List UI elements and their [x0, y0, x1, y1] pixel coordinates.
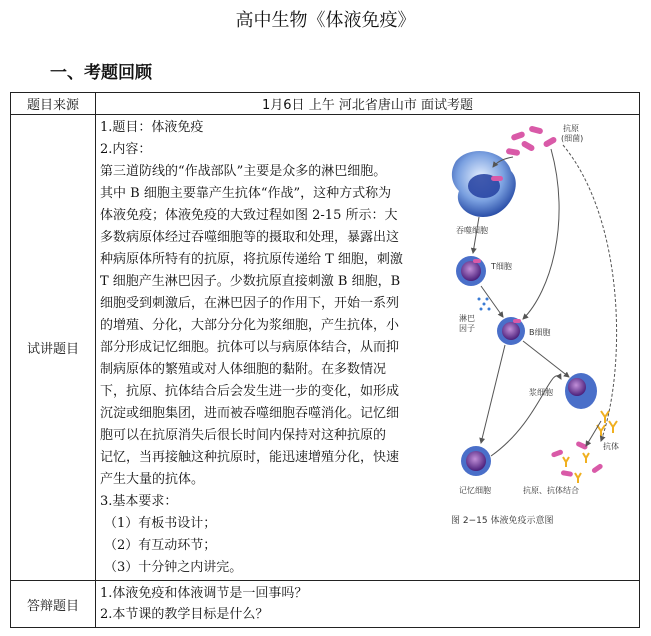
lecture-line: 3.基本要求：: [100, 494, 178, 509]
b-cell-label: B细胞: [529, 328, 551, 337]
lecture-line: （3）十分钟之内讲完。: [104, 560, 243, 575]
lecture-line: 其中 B 细胞主要靠产生抗体“作战”，这种方式称为: [100, 186, 392, 201]
lecture-line: 部分形成记忆细胞。抗体可以与病原体结合，从而抑: [100, 340, 400, 355]
lecture-line: T 细胞产生淋巴因子。少数抗原直接刺激 B 细胞，B: [100, 274, 401, 289]
document-title: 高中生物《体液免疫》: [235, 10, 416, 31]
lecture-content: [96, 115, 640, 581]
antigen-bacteria-icon: [506, 125, 558, 156]
lecture-line: 2.内容：: [100, 142, 152, 157]
b-cell-icon: [497, 317, 525, 345]
lecture-line: 1.题目：体液免疫: [100, 120, 204, 135]
lecture-line: 下，抗原、抗体结合后会发生进一步的变化，如形成: [100, 384, 400, 399]
lecture-line: 的增殖、分化，大部分分化为浆细胞，产生抗体，小: [100, 318, 400, 333]
lecture-line: 细胞受到刺激后，在淋巴因子的作用下，开始一系列: [100, 296, 400, 311]
lecture-line: 产生大量的抗体。: [100, 472, 205, 487]
antigen-label-line1: 抗原: [563, 124, 579, 133]
lecture-line: （1）有板书设计；: [104, 516, 217, 531]
antibody-label: 抗体: [603, 442, 619, 451]
t-cell-icon: [456, 256, 486, 286]
antigen-label-line2: (细菌): [561, 134, 584, 143]
lymphokine-dots-icon: [478, 298, 491, 311]
answer-content: [96, 581, 640, 628]
plasma-cell-label: 浆细胞: [529, 388, 553, 397]
lecture-line: 胞可以在抗原消失后很长时间内保持对这种抗原的: [100, 428, 387, 443]
lecture-line: 制病原体的繁殖或对人体细胞的黏附。在多数情况: [100, 362, 387, 377]
section-title: 一、考题回顾: [50, 63, 152, 83]
humoral-immunity-diagram: [451, 121, 631, 531]
antigen-label: [561, 123, 583, 143]
figure-caption: 图 2−15 体液免疫示意图: [451, 516, 554, 526]
lecture-row: [11, 115, 640, 581]
lecture-line: 多数病原体经过吞噬细胞等的摄取和处理，暴露出这: [100, 230, 400, 245]
complex-label: 抗原、抗体结合: [523, 486, 579, 495]
antibody-icon: [597, 411, 617, 437]
t-cell-label: T细胞: [491, 262, 512, 271]
lecture-line: 沉淀或细胞集团，进而被吞噬细胞吞噬消化。记忆细: [100, 406, 400, 421]
lecture-text: [100, 117, 420, 579]
lecture-line: 种病原体所特有的抗原，将抗原传递给 T 细胞，刺激: [100, 252, 403, 267]
source-label: 题目来源: [11, 93, 96, 115]
memory-cell-label: 记忆细胞: [459, 486, 491, 495]
answer-line: 1.体液免疫和体液调节是一回事吗？: [100, 586, 308, 601]
source-row: [11, 93, 640, 115]
lecture-line: 体液免疫；体液免疫的大致过程如图 2-15 所示：大: [100, 208, 398, 223]
lymphokine-label-line1: 淋巴: [459, 314, 475, 323]
phagocyte-icon: [452, 151, 516, 217]
plasma-cell-icon: [565, 373, 597, 409]
lecture-line: （2）有互动环节；: [104, 538, 217, 553]
lecture-label: 试讲题目: [11, 115, 96, 581]
antigen-antibody-complex-icon: [551, 441, 604, 483]
answer-label: 答辩题目: [11, 581, 96, 628]
lecture-line: 第三道防线的“作战部队”主要是众多的淋巴细胞。: [100, 164, 387, 179]
answer-row: [11, 581, 640, 628]
phagocyte-label: 吞噬细胞: [456, 226, 488, 235]
answer-line: 2.本节课的教学目标是什么？: [100, 607, 269, 622]
memory-cell-icon: [461, 446, 491, 476]
exam-table: [10, 92, 640, 628]
source-value: 1月6日 上午 河北省唐山市 面试考题: [96, 93, 640, 115]
lymphokine-label: [459, 313, 478, 333]
lymphokine-label-line2: 因子: [459, 324, 475, 333]
lecture-line: 记忆，当再接触这种抗原时，能迅速增殖分化，快速: [100, 450, 400, 465]
